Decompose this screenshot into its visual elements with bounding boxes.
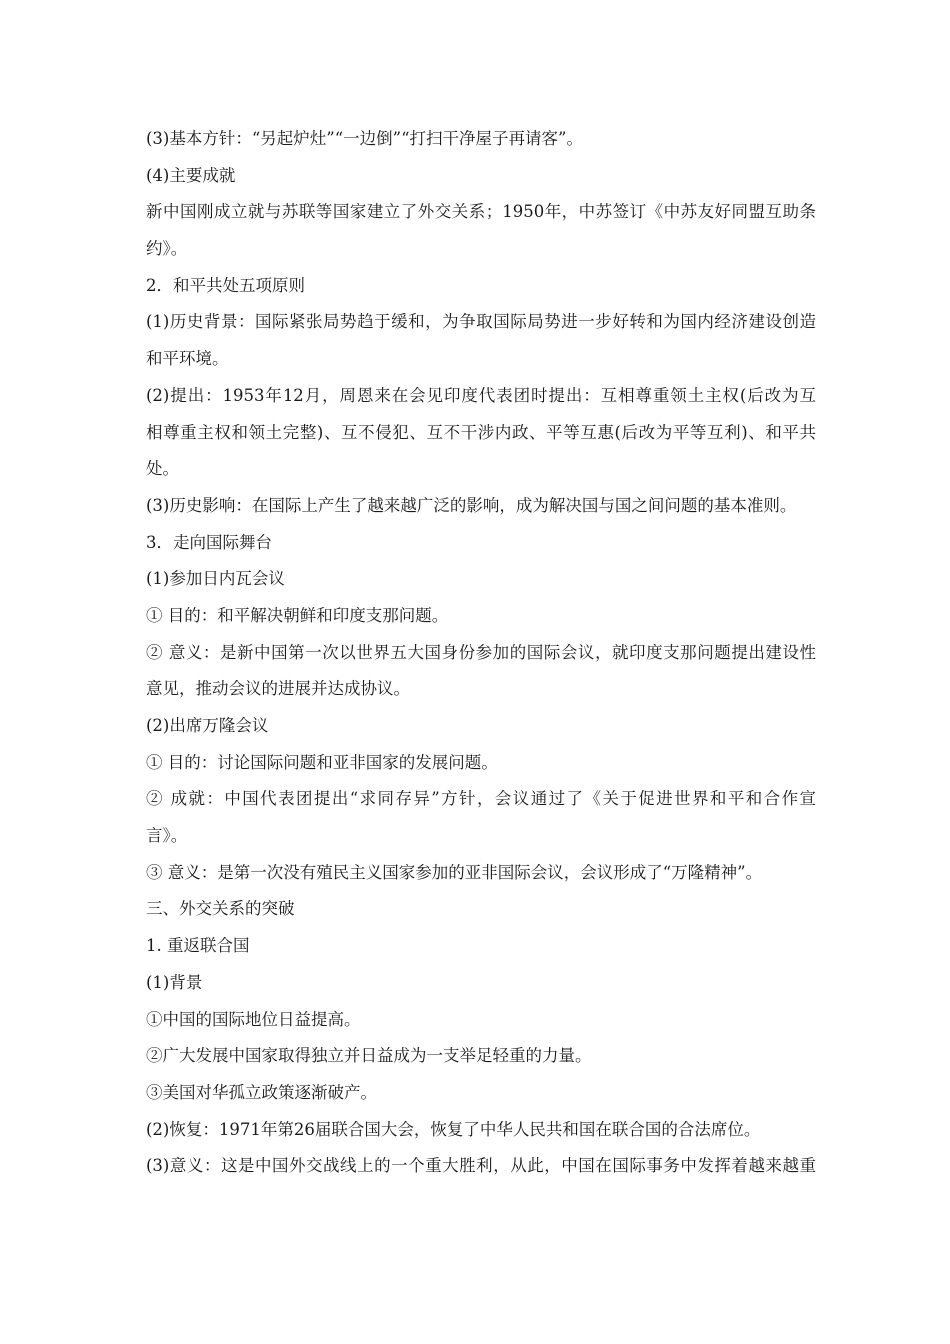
text-line: 意见，推动会议的进展并达成协议。 [146,679,410,699]
text-line: (1)背景 [146,972,203,992]
text-line: 相尊重主权和领土完整)、互不侵犯、互不干涉内政、平等互惠(后改为平等互利)、和平共 [146,422,816,442]
text-line: 三、外交关系的突破 [146,899,295,919]
text-line: 约》。 [146,239,188,259]
text-line: (2)恢复：1971年第26届联合国大会，恢复了中华人民共和国在联合国的合法席位。 [146,1119,761,1139]
text-line: ③美国对华孤立政策逐渐破产。 [146,1082,377,1102]
document-body [146,121,816,1185]
text-line: ① 目的：和平解决朝鲜和印度支那问题。 [146,605,449,625]
text-line: (1)参加日内瓦会议 [146,569,285,589]
text-line: 言》。 [146,826,188,846]
text-line: ② 成就：中国代表团提出“求同存异”方针，会议通过了《关于促进世界和平和合作宣 [146,789,816,809]
text-line: 和平环境。 [146,349,229,369]
text-line: 2．和平共处五项原则 [146,275,305,295]
text-line: ② 意义：是新中国第一次以世界五大国身份参加的国际会议，就印度支那问题提出建设性 [146,642,816,662]
text-line: (2)提出：1953年12月，周恩来在会见印度代表团时提出：互相尊重领土主权(后改为互 [146,385,816,405]
text-line: (3)意义：这是中国外交战线上的一个重大胜利，从此，中国在国际事务中发挥着越来越重 [146,1156,816,1176]
text-line: ②广大发展中国家取得独立并日益成为一支举足轻重的力量。 [146,1046,592,1066]
text-line: 1. 重返联合国 [146,936,250,956]
text-line: (4)主要成就 [146,165,236,185]
text-line: (3)历史影响：在国际上产生了越来越广泛的影响，成为解决国与国之间问题的基本准则。 [146,495,797,515]
text-line: 新中国刚成立就与苏联等国家建立了外交关系；1950年，中苏签订《中苏友好同盟互助条 [146,202,816,222]
text-line: (2)出席万隆会议 [146,716,269,735]
text-line: (3)基本方针：“另起炉灶”“一边倒”“打扫干净屋子再请客”。 [146,129,583,148]
text-line: ①中国的国际地位日益提高。 [146,1009,361,1029]
text-line: ③ 意义：是第一次没有殖民主义国家参加的亚非国际会议，会议形成了“万隆精神”。 [146,862,763,882]
text-line: ① 目的：讨论国际问题和亚非国家的发展问题。 [146,752,498,772]
text-line: (1)历史背景：国际紧张局势趋于缓和，为争取国际局势进一步好转和为国内经济建设创造 [146,312,816,332]
text-line: 3．走向国际舞台 [146,532,272,552]
text-line: 处。 [146,459,179,479]
